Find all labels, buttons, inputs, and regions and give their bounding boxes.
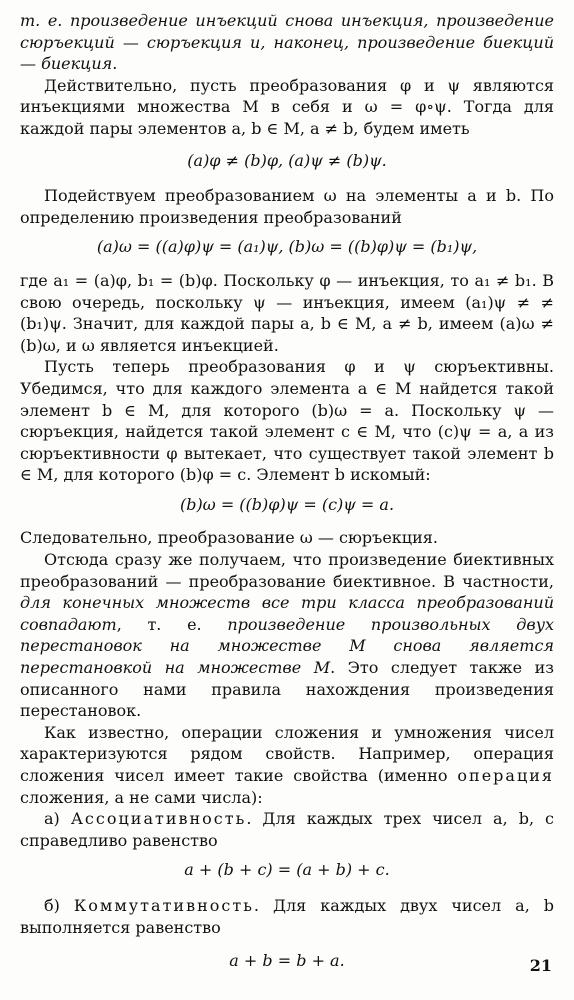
formula-3: (b)ω = ((b)φ)ψ = (c)ψ = a. [179, 494, 395, 514]
p9-text-a: а) [44, 809, 71, 829]
p10-spaced-b: Коммутативность [73, 895, 254, 915]
p7-italic-d: произведение произвольных двух перестановок на множестве M снова является перестановкой на множестве M [20, 614, 554, 678]
p8-text-c: сложения, а не сами числа): [20, 787, 263, 807]
p9-spaced-b: Ассоциативность [70, 809, 247, 829]
page-number: 21 [529, 956, 552, 975]
paragraph-1: т. е. произведение инъекций снова инъекция, произведение сюръекций — сюръекция и, наконец, произведение биекций — биекция. [20, 11, 554, 74]
paragraph-3: Подействуем преобразованием ω на элементы a и b. По определению произведения преобразований [20, 186, 554, 227]
p10-text-a: б) [44, 895, 74, 915]
p9-text-c: . Для каждых трех чисел a, b, c справедливо равенство [20, 809, 555, 850]
formula-5: a + b = b + a. [229, 951, 345, 971]
p7-text-c: , т. е. [116, 614, 228, 634]
paragraph-6: Следовательно, преобразование ω — сюръекция. [20, 528, 438, 548]
p10-text-c: . Для каждых двух чисел a, b выполняется равенство [20, 895, 554, 937]
paragraph-10 [20, 895, 554, 938]
formula-1: (a)φ ≠ (b)φ, (a)ψ ≠ (b)ψ. [187, 150, 387, 170]
p7-text-a: Отсюда сразу же получаем, что произведение биективных преобразований — преобразование биективное. В частности, [20, 550, 554, 591]
p7-text-e: . Это следует также из описанного нами правила нахождения произведения перестановок. [20, 658, 554, 721]
formula-4: a + (b + c) = (a + b) + c. [184, 860, 390, 880]
p8-spaced-b: операция [457, 766, 554, 785]
paragraph-9 [20, 808, 554, 851]
formula-2: (a)ω = ((a)φ)ψ = (a₁)ψ, (b)ω = ((b)φ)ψ = (b₁)ψ, [96, 237, 478, 257]
paragraph-4: где a₁ = (a)φ, b₁ = (b)φ. Поскольку φ — инъекция, то a₁ ≠ b₁. В свою очередь, поскольку ψ — инъекция, имеем (a₁)ψ ≠ ≠ (b₁)ψ. Значит, для каждой пары a, b ∈ M, a ≠ b, имеем (a)ω ≠ (b)ω, и ω является инъекцией. [20, 270, 554, 355]
p7-italic-b: для конечных множеств все три класса преобразований совпадают [20, 593, 554, 634]
paragraph-2: Действительно, пусть преобразования φ и ψ являются инъекциями множества M в себя и ω = φ∘ψ. Тогда для каждой пары элементов a, b ∈ M, a ≠ b, будем иметь [20, 75, 554, 138]
paragraph-5: Пусть теперь преобразования φ и ψ сюръективны. Убедимся, что для каждого элемента a ∈ M найдется такой элемент b ∈ M, для которого (b)ω = a. Поскольку ψ — сюръекция, найдется такой элемент c ∈ M, что (c)ψ = a, а из сюръективности φ вытекает, что существует такой элемент b ∈ M, для которого (b)φ = c. Элемент b искомый: [20, 357, 554, 485]
paragraph-8 [20, 722, 554, 808]
paragraph-7 [20, 549, 554, 722]
p8-text-a: Как известно, операции сложения и умножения чисел характеризуются рядом свойств. Например, операция сложения чисел имеет такие свойства (именно [20, 722, 554, 785]
